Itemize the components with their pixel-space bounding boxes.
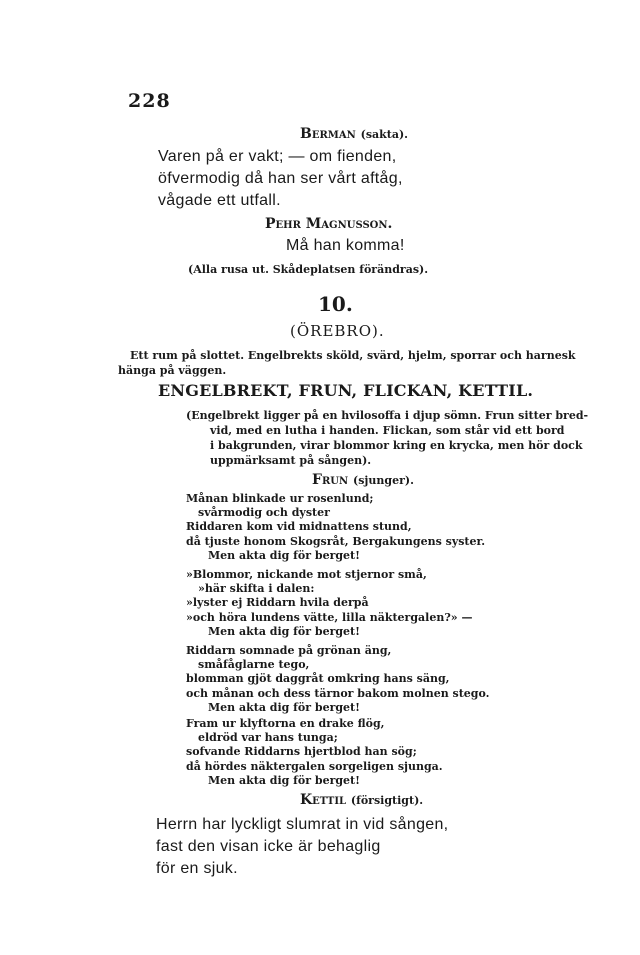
song-stanza-2 bbox=[186, 568, 472, 639]
scene-cast: ENGELBREKT, FRUN, FLICKAN, KETTIL. bbox=[158, 381, 534, 400]
speaker-frun bbox=[312, 472, 414, 488]
kettil-speech bbox=[156, 814, 448, 880]
song-refrain: Men akta dig för berget! bbox=[208, 548, 360, 562]
verse-line: fast den visan icke är behaglig bbox=[156, 838, 381, 855]
song-stanza-1 bbox=[186, 492, 485, 563]
speaker-name: Frun bbox=[312, 472, 349, 488]
verse-line: vågade ett utfall. bbox=[158, 192, 281, 209]
speaker-berman bbox=[300, 126, 408, 142]
direction-line: vid, med en lutha i handen. Flickan, som står vid ett bord bbox=[210, 424, 565, 437]
speaker-name: Kettil bbox=[300, 792, 347, 808]
speaker-note: (sjunger). bbox=[353, 474, 414, 487]
song-line: då hördes näktergalen sorgeligen sjunga. bbox=[186, 759, 443, 773]
stage-direction-scene bbox=[186, 408, 588, 468]
song-line: Månan blinkade ur rosenlund; bbox=[186, 492, 374, 505]
song-line: Riddarn somnade på grönan äng, bbox=[186, 644, 392, 657]
song-line: svårmodig och dyster bbox=[198, 506, 330, 520]
song-line: sofvande Riddarns hjertblod han sög; bbox=[186, 745, 417, 759]
song-line: småfåglarne tego, bbox=[198, 658, 310, 672]
verse-line: Varen på er vakt; — om fienden, bbox=[158, 148, 397, 165]
page-number: 228 bbox=[128, 90, 171, 112]
song-line: då tjuste honom Skogsråt, Bergakungens syster. bbox=[186, 534, 486, 548]
song-line: »och höra lundens vätte, lilla näktergalen?» — bbox=[186, 610, 473, 624]
song-line: »lyster ej Riddarn hvila derpå bbox=[186, 596, 369, 610]
song-stanza-4 bbox=[186, 717, 443, 788]
speaker-name: Berman bbox=[300, 126, 356, 142]
song-line: Fram ur klyftorna en drake flög, bbox=[186, 717, 385, 730]
song-line: och månan och dess tärnor bakom molnen stego. bbox=[186, 686, 490, 700]
song-refrain: Men akta dig för berget! bbox=[208, 624, 360, 638]
song-line: »Blommor, nickande mot stjernor små, bbox=[186, 568, 427, 581]
berman-speech bbox=[158, 146, 403, 212]
direction-line: i bakgrunden, virar blommor kring en krycka, men hör dock bbox=[210, 439, 583, 452]
setting-line: hänga på väggen. bbox=[118, 364, 227, 377]
song-refrain: Men akta dig för berget! bbox=[208, 700, 360, 714]
speaker-note: (försigtigt). bbox=[350, 794, 424, 807]
verse-line: öfvermodig då han ser vårt aftåg, bbox=[158, 170, 403, 187]
scene-location: (ÖREBRO). bbox=[290, 322, 385, 340]
speaker-kettil bbox=[300, 792, 423, 808]
song-refrain: Men akta dig för berget! bbox=[208, 773, 360, 787]
verse-line: Herrn har lyckligt slumrat in vid sången, bbox=[156, 816, 449, 833]
pehr-speech: Må han komma! bbox=[286, 237, 405, 254]
song-stanza-3 bbox=[186, 644, 489, 715]
direction-line: (Engelbrekt ligger på en hvilosoffa i djup sömn. Frun sitter bred- bbox=[186, 409, 589, 422]
scene-number: 10. bbox=[318, 292, 353, 316]
song-line: eldröd var hans tunga; bbox=[198, 731, 338, 745]
setting-line: Ett rum på slottet. Engelbrekts sköld, svärd, hjelm, sporrar och harnesk bbox=[130, 349, 576, 362]
scene-setting bbox=[118, 348, 576, 378]
song-line: blomman gjöt daggråt omkring hans säng, bbox=[186, 672, 450, 686]
direction-line: uppmärksamt på sången). bbox=[210, 454, 372, 467]
speaker-note: (sakta). bbox=[360, 128, 408, 141]
stage-direction-exit: (Alla rusa ut. Skådeplatsen förändras). bbox=[188, 263, 429, 276]
song-line: Riddaren kom vid midnattens stund, bbox=[186, 520, 412, 534]
speaker-pehr-magnusson: Pehr Magnusson. bbox=[265, 216, 393, 232]
song-line: »här skifta i dalen: bbox=[198, 582, 315, 596]
verse-line: för en sjuk. bbox=[156, 860, 238, 877]
